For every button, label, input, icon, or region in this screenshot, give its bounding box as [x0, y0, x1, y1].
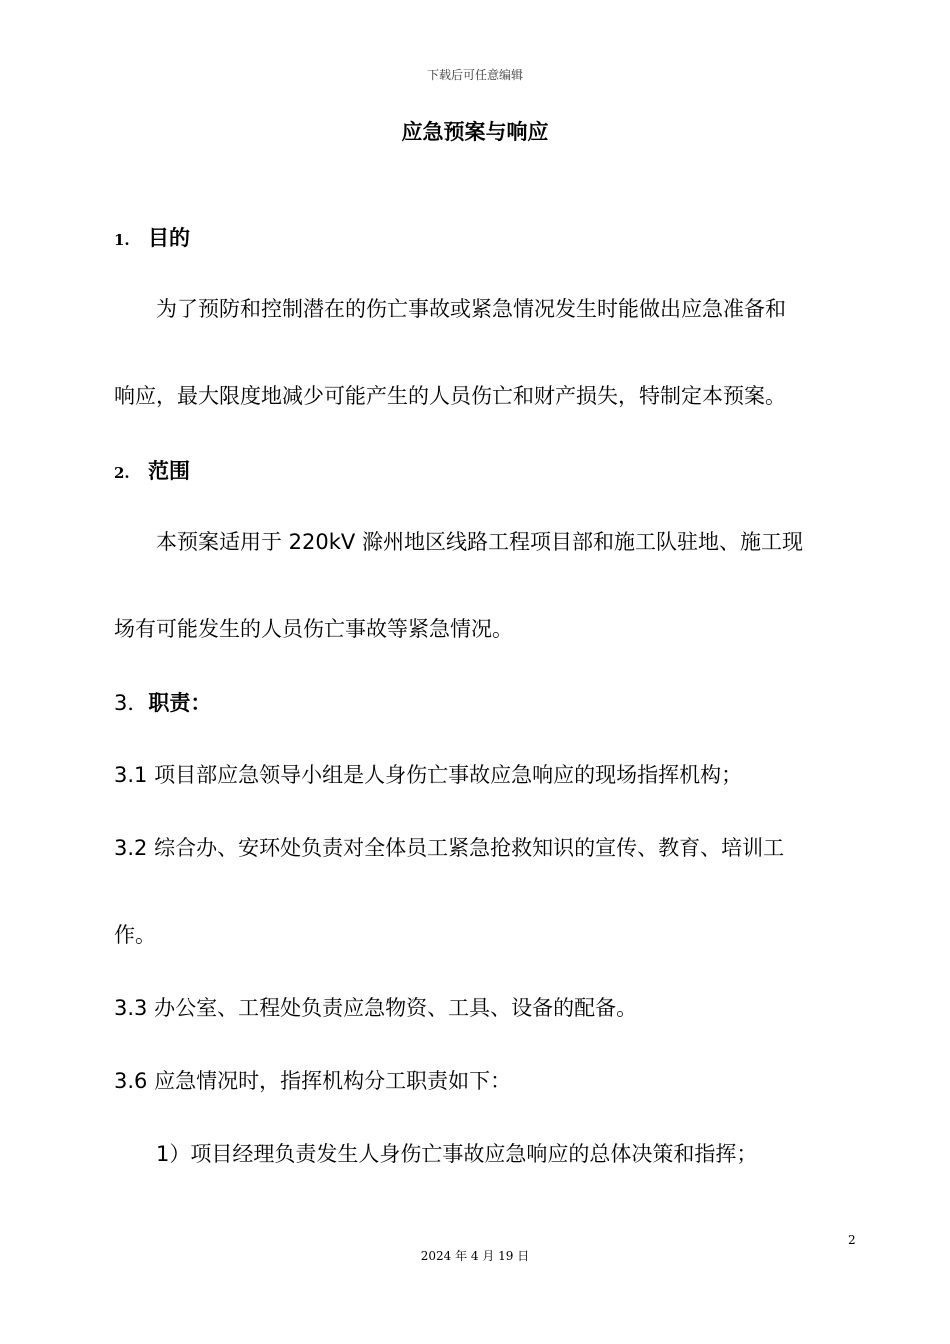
document-title: 应急预案与响应: [401, 120, 549, 144]
section-3-heading: [114, 687, 211, 717]
item-3-6: 3.6 应急情况时，指挥机构分工职责如下：: [114, 1069, 512, 1093]
section-2-paragraph-line-1: 本预案适用于 220kV 滁州地区线路工程项目部和施工队驻地、施工现: [156, 530, 803, 554]
item-3-1: 3.1 项目部应急领导小组是人身伤亡事故应急响应的现场指挥机构；: [114, 763, 743, 787]
section-2-number: 2.: [114, 464, 130, 482]
section-1-paragraph-line-2: 响应，最大限度地减少可能产生的人员伤亡和财产损失，特制定本预案。: [114, 384, 786, 408]
footer-date: 2024 年 4 月 19 日: [420, 1249, 530, 1263]
section-2-title: 范围: [148, 459, 190, 483]
section-3-title: 职责：: [148, 691, 212, 715]
section-2-heading: [114, 455, 190, 485]
page-number: 2: [848, 1233, 856, 1247]
header-note: 下载后可任意编辑: [426, 68, 523, 82]
section-1-title: 目的: [148, 226, 190, 250]
section-1-heading: [114, 222, 190, 252]
section-3-number: 3．: [114, 691, 149, 715]
item-3-2-line-1: 3.2 综合办、安环处负责对全体员工紧急抢救知识的宣传、教育、培训工: [114, 836, 785, 860]
item-3-3: 3.3 办公室、工程处负责应急物资、工具、设备的配备。: [114, 996, 638, 1020]
section-2-paragraph-line-2: 场有可能发生的人员伤亡事故等紧急情况。: [114, 617, 513, 641]
item-3-2-line-2: 作。: [114, 923, 156, 947]
section-1-number: 1.: [114, 231, 130, 249]
sub-item-1: 1）项目经理负责发生人身伤亡事故应急响应的总体决策和指挥；: [156, 1142, 758, 1166]
section-1-paragraph-line-1: 为了预防和控制潜在的伤亡事故或紧急情况发生时能做出应急准备和: [156, 297, 786, 321]
